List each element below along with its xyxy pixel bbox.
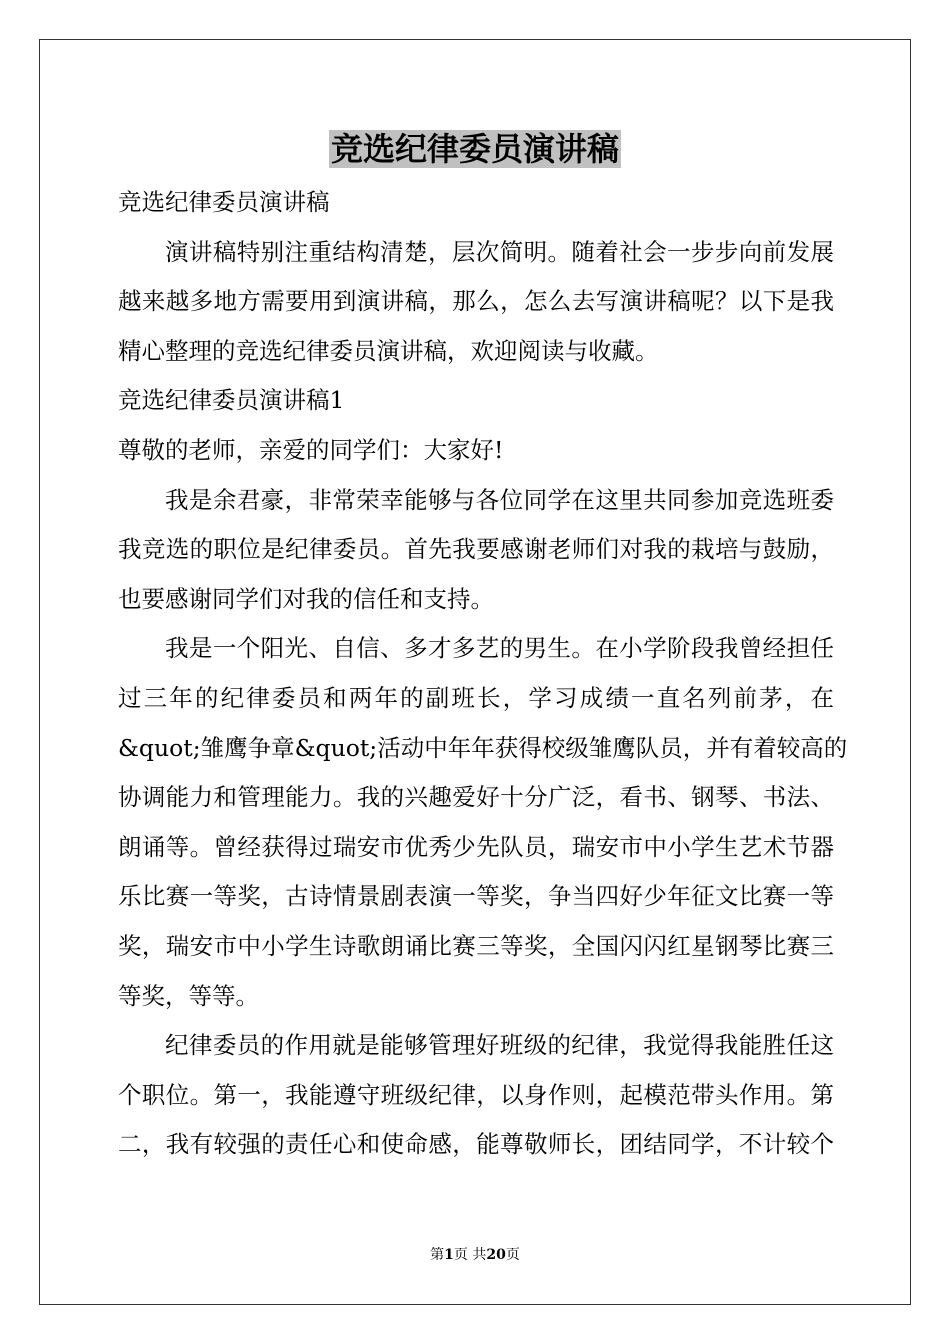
text-line: 等奖，等等。 xyxy=(118,981,259,1010)
text-line: 我是余君豪，非常荣幸能够与各位同学在这里共同参加竞选班委 xyxy=(165,485,834,514)
text-line: 尊敬的老师，亲爱的同学们：大家好! xyxy=(118,435,504,464)
document-title-text: 竞选纪律委员演讲稿 xyxy=(330,130,619,168)
text-line: 演讲稿特别注重结构清楚，层次简明。随着社会一步步向前发展 xyxy=(165,237,834,266)
text-line: 也要感谢同学们对我的信任和支持。 xyxy=(118,584,494,613)
text-line: 奖，瑞安市中小学生诗歌朗诵比赛三等奖，全国闪闪红星钢琴比赛三 xyxy=(118,931,834,960)
document-body xyxy=(118,178,848,1170)
footer-page-number: 1 xyxy=(444,1247,454,1263)
footer-total-pages: 20 xyxy=(486,1247,506,1263)
text-line: 二，我有较强的责任心和使命感，能尊敬师长，团结同学，不计较个 xyxy=(118,1130,834,1159)
text-line: 我是一个阳光、自信、多才多艺的男生。在小学阶段我曾经担任 xyxy=(165,634,834,663)
page-footer xyxy=(0,1245,950,1265)
footer-middle: 页 共 xyxy=(453,1247,487,1263)
text-line: 精心整理的竞选纪律委员演讲稿，欢迎阅读与收藏。 xyxy=(118,336,659,365)
text-line: 个职位。第一，我能遵守班级纪律，以身作则，起模范带头作用。第 xyxy=(118,1080,834,1109)
text-line: 竞选纪律委员演讲稿1 xyxy=(118,386,345,415)
text-line: 纪律委员的作用就是能够管理好班级的纪律，我觉得我能胜任这 xyxy=(165,1031,834,1060)
text-line: &quot;雏鹰争章&quot;活动中年年获得校级雏鹰队员，并有着较高的 xyxy=(118,733,848,762)
footer-prefix: 第 xyxy=(430,1247,445,1263)
text-line: 越来越多地方需要用到演讲稿，那么，怎么去写演讲稿呢？以下是我 xyxy=(118,287,834,316)
text-line: 乐比赛一等奖，古诗情景剧表演一等奖，争当四好少年征文比赛一等 xyxy=(118,882,834,911)
text-line: 竞选纪律委员演讲稿 xyxy=(118,188,330,216)
text-line: 过三年的纪律委员和两年的副班长，学习成绩一直名列前茅，在 xyxy=(118,683,834,712)
text-line: 朗诵等。曾经获得过瑞安市优秀少先队员，瑞安市中小学生艺术节器 xyxy=(118,832,834,861)
footer-suffix: 页 xyxy=(505,1247,520,1263)
text-line: 我竞选的职位是纪律委员。首先我要感谢老师们对我的栽培与鼓励， xyxy=(118,535,834,564)
document-title xyxy=(0,126,950,172)
text-line: 协调能力和管理能力。我的兴趣爱好十分广泛，看书、钢琴、书法、 xyxy=(118,783,834,812)
